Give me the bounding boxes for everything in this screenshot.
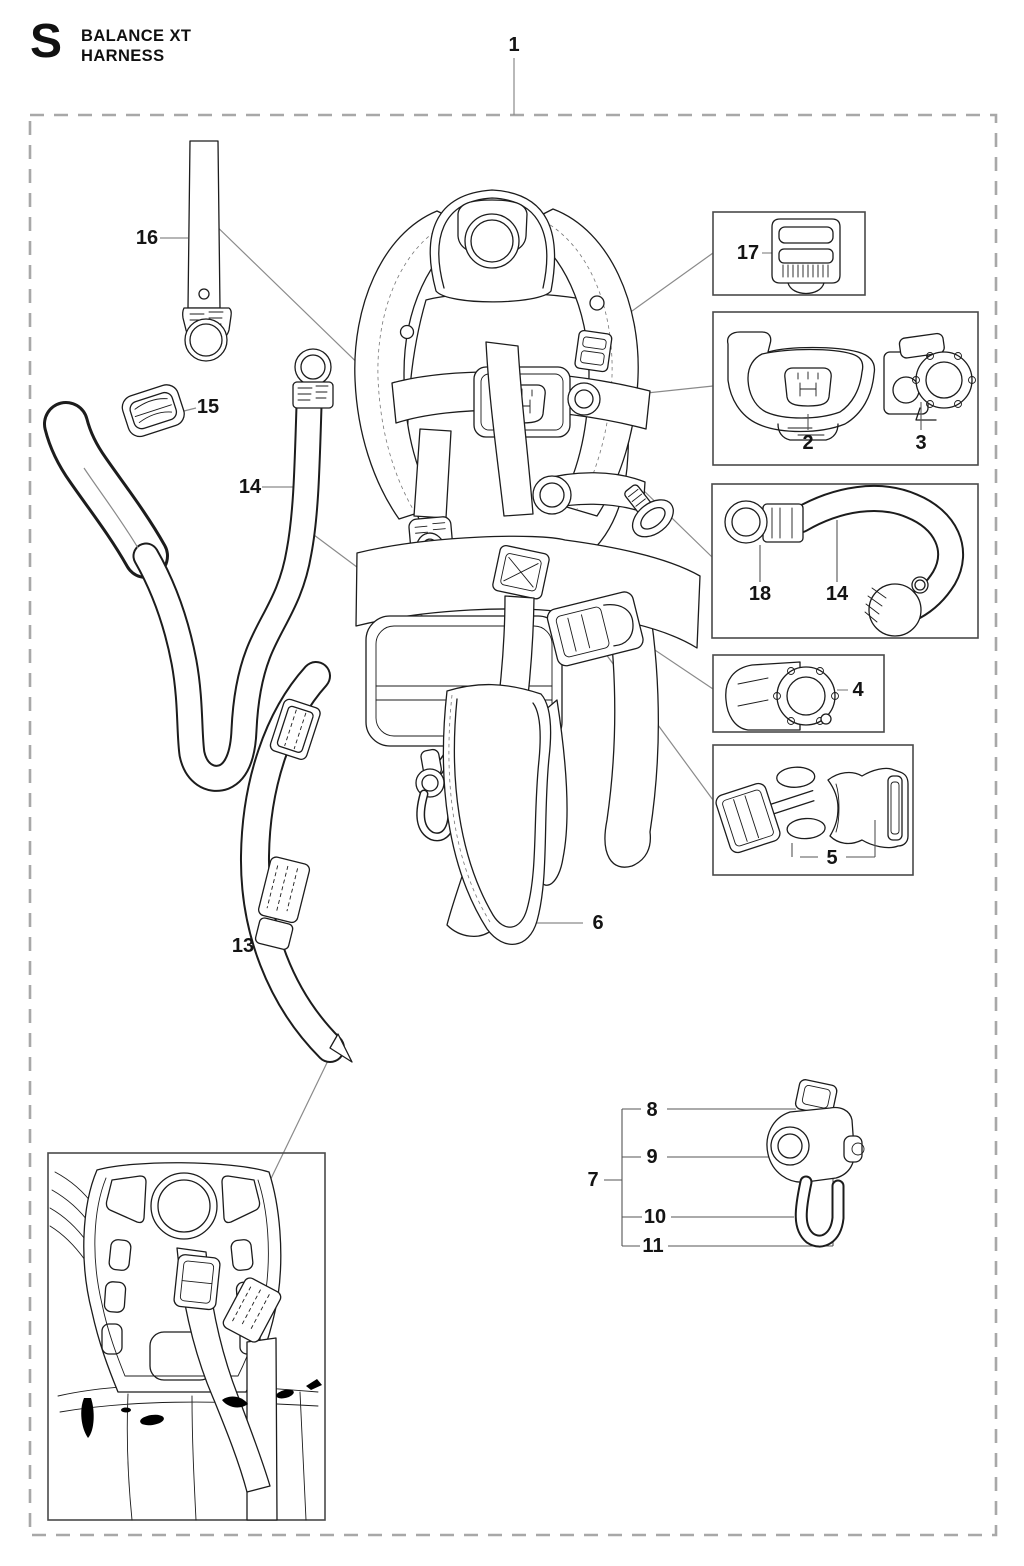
callout-13-back-strap: 13 <box>231 935 255 957</box>
page-title-line1: BALANCE XT <box>81 27 192 45</box>
part-13-back-strap <box>251 676 352 1062</box>
section-letter: S <box>30 15 63 68</box>
callout-7-hook-assembly: 7 <box>587 1169 599 1191</box>
part-15-strap-loop <box>119 382 187 440</box>
inset-box-18-14 <box>712 484 978 638</box>
callout-4-ring-plate: 4 <box>852 679 864 701</box>
inset-box-2-3 <box>713 312 978 465</box>
callout-9-hook-ring: 9 <box>646 1146 658 1168</box>
part-16-hanger-strap <box>183 141 232 361</box>
callout-11-hook-frame: 11 <box>642 1235 664 1257</box>
callout-3-hip-plate: 3 <box>915 432 927 454</box>
callout-14-hip-strap: 14 <box>238 476 262 498</box>
callout-17-buckle-slider: 17 <box>736 242 760 264</box>
callout-18-ring-catch: 18 <box>748 583 772 605</box>
page-title-line2: HARNESS <box>81 46 165 65</box>
callout-6-hip-shield: 6 <box>592 912 604 934</box>
inset-back-view <box>48 1153 325 1520</box>
callout-5-release-buckle: 5 <box>826 847 838 869</box>
callout-15-strap-loop: 15 <box>196 396 220 418</box>
callout-8-hook-cover: 8 <box>646 1099 658 1121</box>
inset-box-5 <box>711 745 913 875</box>
callout-2-hip-pad: 2 <box>802 432 814 454</box>
callout-16-hanger-strap: 16 <box>135 227 159 249</box>
callout-10-hook-lower: 10 <box>643 1206 667 1228</box>
main-harness-assembly <box>355 190 700 944</box>
inset-box-17 <box>713 212 865 295</box>
callout-14-hip-strap-detail: 14 <box>825 583 849 605</box>
callout-1-assembly: 1 <box>508 34 520 56</box>
